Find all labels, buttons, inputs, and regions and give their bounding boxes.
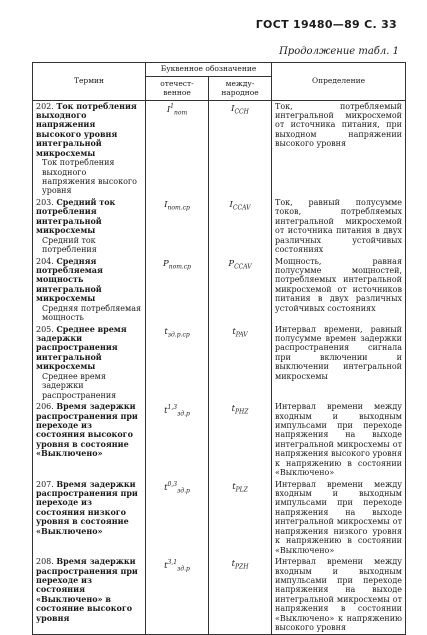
term-short-form: Среднее время задержки распространения [42,371,117,400]
international-symbol: $t_{PZH}$ [231,559,249,571]
national-symbol: $t_{зд.р.ср}$ [164,326,190,339]
international-symbol: $P_{CCAV}$ [228,258,252,271]
column-header-designation: Буквенное обозначение [146,63,272,77]
international-symbol-cell [209,100,272,197]
term-cell [33,256,146,324]
national-symbol-cell [146,401,209,479]
national-symbol-cell [146,100,209,197]
term-cell [33,100,146,197]
term-short-form: Ток потребления выходного напряжения высокого уровня [42,158,137,196]
column-header-term: Термин [33,63,146,101]
term-number: 206. [36,402,54,412]
international-symbol-cell [209,197,272,256]
column-header-international: между-народное [209,76,272,100]
terms-table [32,62,406,635]
term-title: Время задержки распространения при переходе из состояния высокого уровня в состояние «Выключено» [36,401,138,459]
table-row [33,401,406,479]
national-symbol-cell [146,324,209,402]
international-symbol: $t_{PHZ}$ [231,404,249,416]
definition-cell: Интервал времени между входным и выходным импульсами при переходе напряжения на выходе интегральной микросхемы от напряжения низкого уровня к напряжению в состоянии «Выключено» [272,479,406,557]
column-header-national: отечест-венное [146,76,209,100]
term-title: Время задержки распространения при переходе из состояния низкого уровня в состояние «Выключено» [36,478,138,536]
term-title: Средняя потребляемая мощность интегральной микросхемы [36,255,103,304]
national-symbol: $t^{0,3}_{зд.р}$ [164,481,190,496]
table-row [33,324,406,402]
term-cell [33,324,146,402]
table-continuation-label: Продолжение табл. 1 [279,46,399,57]
definition-cell: Интервал времени между входным и выходным импульсами при переходе напряжения на выходе интегральной микросхемы от напряжения в состоянии «Выключено» к напряжению высокого уровня [272,556,406,634]
international-symbol: $t_{PLZ}$ [232,481,248,494]
term-short-form: Средний ток потребления [42,235,97,255]
national-symbol-cell [146,556,209,634]
term-cell [33,556,146,634]
column-header-definition: Определение [272,63,406,101]
table-row [33,479,406,557]
definition-cell: Интервал времени, равный полусумме времен задержки распространения сигнала при включении и выключении интегральной микросхемы [272,324,406,402]
international-symbol: $I_{CCH}$ [231,103,249,116]
definition-cell: Интервал времени между входным и выходным импульсами при переходе напряжения на выходе интегральной микросхемы от напряжения высокого уровня к напряжению в состоянии «Выключено» [272,401,406,479]
national-symbol: $I_{пот.ср}$ [164,199,190,212]
national-symbol-cell [146,256,209,324]
national-symbol-cell [146,479,209,557]
term-title: Средний ток потребления интегральной микросхемы [36,196,116,236]
national-symbol-cell [146,197,209,256]
term-cell [33,401,146,479]
term-number: 203. [36,197,54,207]
international-symbol-cell [209,256,272,324]
term-short-form: Средняя потребляемая мощность [42,303,142,323]
page-header: ГОСТ 19480—89 С. 33 [255,18,397,31]
definition-cell: Ток, равный полусумме токов, потребляемых интегральной микросхемой от источника питания в двух различных устойчивых состояниях [272,197,406,256]
national-symbol: $P_{пот.ср}$ [162,258,191,271]
national-symbol: $t^{1,3}_{зд.р}$ [164,404,190,418]
term-number: 205. [36,324,54,334]
definition-cell: Ток, потребляемый интегральной микросхемой от источника питания, при выходном напряжении высокого уровня [272,100,406,197]
table-row [33,556,406,634]
national-symbol: $t^{3,1}_{зд.р}$ [164,559,190,573]
term-cell [33,197,146,256]
definition-cell: Мощность, равная полусумме мощностей, потребляемых интегральной микросхемой от источников питания в двух различных устойчивых состояниях [272,256,406,324]
term-number: 204. [36,256,54,266]
international-symbol: $t_{PAV}$ [232,326,248,339]
term-number: 202. [36,101,54,111]
national-symbol: $I^1_{пот}$ [166,103,188,118]
term-number: 207. [36,479,54,489]
term-title: Время задержки распространения при переходе из состояния «Выключено» в состояние высокого уровня [36,556,138,623]
table-row [33,256,406,324]
term-cell [33,479,146,557]
term-title: Среднее время задержки распространения интегральной микросхемы [36,323,127,372]
international-symbol: $I_{CCAV}$ [229,199,251,212]
table-row [33,100,406,197]
international-symbol-cell [209,479,272,557]
table-row [33,197,406,256]
international-symbol-cell [209,324,272,402]
international-symbol-cell [209,556,272,634]
term-title: Ток потребления выходного напряжения высокого уровня интегральной микросхемы [36,100,137,158]
international-symbol-cell [209,401,272,479]
term-number: 208. [36,557,54,567]
